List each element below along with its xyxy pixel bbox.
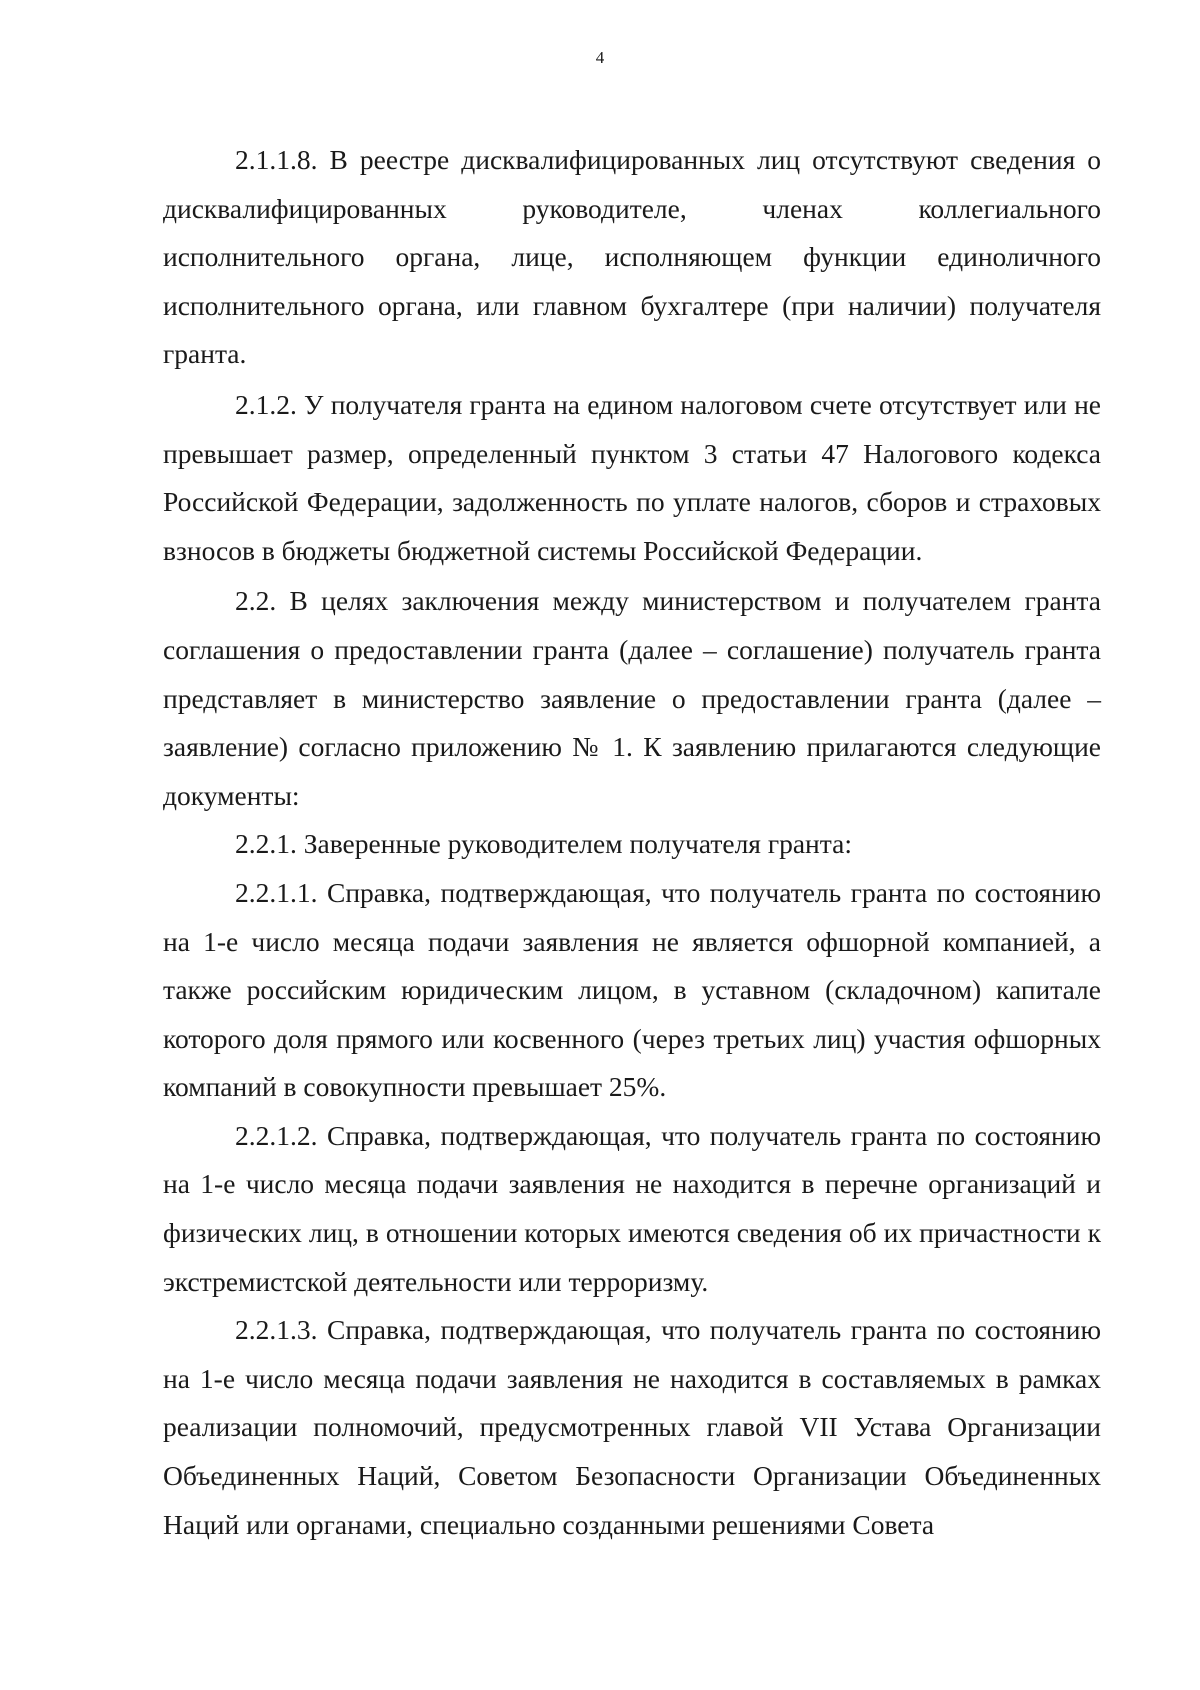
page-number: 4	[595, 48, 605, 67]
paragraph-2-2: 2.2. В целях заключения между министерством и получателем гранта соглашения о предоставлении гранта (далее – соглашение) получатель гранта представляет в министерство заявление о предоставлении гранта (далее – заявление) согласно приложению № 1. К заявлению прилагаются следующие документы:	[163, 585, 1101, 811]
document-body	[163, 136, 1101, 1549]
paragraph-2-2-1: 2.2.1. Заверенные руководителем получателя гранта:	[235, 828, 852, 860]
paragraph-2-1-2: 2.1.2. У получателя гранта на едином налоговом счете отсутствует или не превышает размер, определенный пунктом 3 статьи 47 Налогового кодекса Российской Федерации, задолженность по уплате налогов, сборов и страховых взносов в бюджеты бюджетной системы Российской Федерации.	[163, 388, 1101, 566]
paragraph-2-2-1-2: 2.2.1.2. Справка, подтверждающая, что получатель гранта по состоянию на 1-е число месяца подачи заявления не находится в перечне организаций и физических лиц, в отношении которых имеются сведения об их причастности к экстремистской деятельности или терроризму.	[163, 1119, 1101, 1297]
paragraph-2-2-1-3: 2.2.1.3. Справка, подтверждающая, что получатель гранта по состоянию на 1-е число месяца подачи заявления не находится в составляемых в рамках реализации полномочий, предусмотренных главой VII Устава Организации Объединенных Наций, Советом Безопасности Организации Объединенных Наций или органами, специально созданными решениями Совета	[163, 1314, 1101, 1540]
paragraph-2-2-1-1: 2.2.1.1. Справка, подтверждающая, что получатель гранта по состоянию на 1-е число месяца подачи заявления не является офшорной компанией, а также российским юридическим лицом, в уставном (складочном) капитале которого доля прямого или косвенного (через третьих лиц) участия офшорных компаний в совокупности превышает 25%.	[163, 876, 1101, 1103]
paragraph-2-1-1-8: 2.1.1.8. В реестре дисквалифицированных лиц отсутствуют сведения о дисквалифицированных руководителе, членах коллегиального исполнительного органа, лице, исполняющем функции единоличного исполнительного органа, или главном бухгалтере (при наличии) получателя гранта.	[163, 144, 1101, 370]
